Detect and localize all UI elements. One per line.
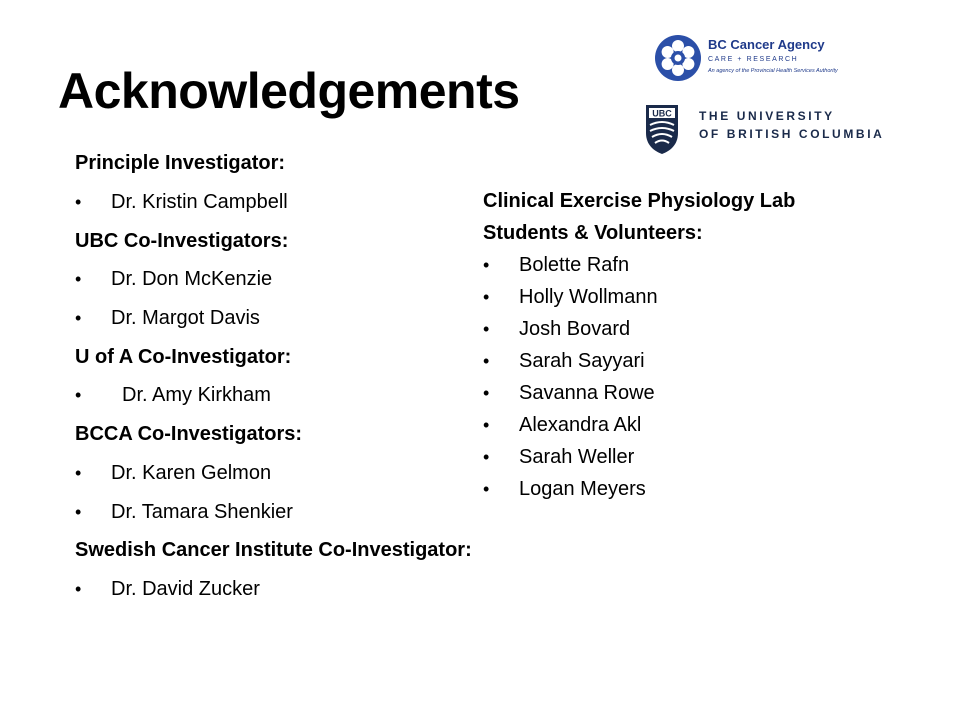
bullet-icon: • — [75, 269, 82, 290]
person-name: Holly Wollmann — [519, 286, 658, 308]
bullet-icon: • — [483, 383, 490, 403]
list-item — [483, 441, 913, 473]
bullet-icon: • — [75, 308, 82, 329]
lab-students-column — [483, 185, 913, 505]
list-item — [483, 473, 913, 505]
person-name: Dr. Don McKenzie — [111, 268, 273, 291]
bullet-icon: • — [483, 319, 490, 339]
bcca-tagline: An agency of the Provincial Health Services Authority — [708, 68, 838, 74]
section-heading: Swedish Cancer Institute Co-Investigator: — [75, 539, 472, 562]
person-name: Dr. Karen Gelmon — [111, 461, 272, 484]
person-name: Dr. David Zucker — [111, 577, 260, 600]
person-name: Sarah Weller — [519, 446, 635, 468]
bullet-icon: • — [483, 351, 490, 371]
list-item — [483, 281, 913, 313]
slide-title: Acknowledgements — [58, 63, 520, 119]
bullet-icon: • — [75, 462, 82, 483]
list-item — [483, 345, 913, 377]
bullet-icon: • — [75, 192, 82, 213]
ubc-crest-text: UBC — [652, 108, 672, 119]
bullet-icon: • — [75, 578, 82, 599]
list-item — [483, 313, 913, 345]
lab-heading-line2: Students & Volunteers: — [483, 222, 703, 244]
person-name: Bolette Rafn — [519, 254, 630, 276]
person-name: Alexandra Akl — [519, 414, 642, 436]
person-name: Dr. Kristin Campbell — [111, 191, 288, 214]
ubc-crest-icon — [644, 103, 680, 155]
list-item — [483, 409, 913, 441]
ubc-name-line1: THE UNIVERSITY — [699, 109, 835, 123]
bullet-icon: • — [483, 479, 490, 499]
section-heading: BCCA Co-Investigators: — [75, 423, 303, 446]
bullet-icon: • — [483, 255, 490, 275]
person-name: Savanna Rowe — [519, 382, 655, 404]
list-item — [75, 570, 555, 609]
bc-cancer-agency-logo — [654, 32, 854, 84]
lab-heading-line1: Clinical Exercise Physiology Lab — [483, 190, 796, 212]
person-name: Sarah Sayyari — [519, 350, 645, 372]
bullet-icon: • — [75, 501, 82, 522]
list-item — [483, 249, 913, 281]
section-heading: UBC Co-Investigators: — [75, 229, 289, 252]
bullet-icon: • — [483, 415, 490, 435]
section-heading: U of A Co-Investigator: — [75, 345, 292, 368]
bullet-icon: • — [75, 385, 82, 406]
bcca-flower-icon — [654, 34, 702, 82]
person-name: Logan Meyers — [519, 478, 646, 500]
person-name: Dr. Amy Kirkham — [122, 384, 271, 407]
section-heading: Principle Investigator: — [75, 152, 286, 175]
person-name: Dr. Tamara Shenkier — [111, 500, 293, 523]
ubc-logo — [644, 103, 904, 157]
list-item — [483, 377, 913, 409]
bcca-subtitle: CARE + RESEARCH — [708, 56, 799, 63]
bullet-icon: • — [483, 287, 490, 307]
bcca-name: BC Cancer Agency — [708, 37, 825, 52]
person-name: Josh Bovard — [519, 318, 631, 340]
person-name: Dr. Margot Davis — [111, 307, 260, 330]
bullet-icon: • — [483, 447, 490, 467]
ubc-name-line2: OF BRITISH COLUMBIA — [699, 127, 885, 141]
